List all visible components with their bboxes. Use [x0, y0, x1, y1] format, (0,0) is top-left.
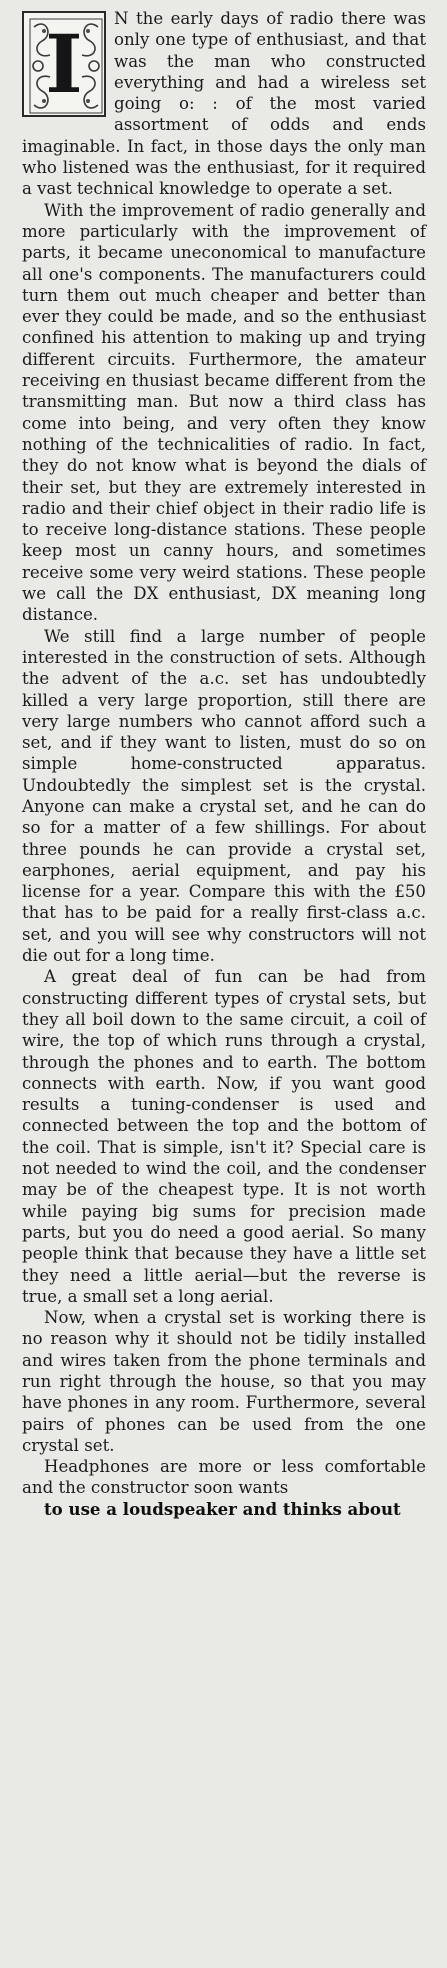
- paragraph-1-text: N the early days of radio there was only one type of enthusiast, and that was the man who constructed everything and had a wireless set going o: : of the most varied assortment of odds and ends imaginable. In fact, in those days the only man who listened was the enthusiast, for it required a vast technical knowledge to operate a set.: [22, 9, 426, 199]
- paragraph-1: [22, 8, 426, 200]
- ornamental-drop-cap: [22, 11, 106, 117]
- paragraph-2: With the improvement of radio generally and more particularly with the improvement of parts, it became uneconomical to manufacture all one's components. The manufacturers could turn them out much cheaper and better than ever they could be made, and so the enthusiast confined his attention to making up and trying different circuits. Furthermore, the amateur receiving en thusiast became different from the transmitting man. But now a third class has come into being, and very often they know nothing of the technicalities of radio. In fact, they do not know what is beyond the dials of their set, but they are extremely interested in radio and their chief object in their radio life is to receive long-distance stations. These people keep most un canny hours, and sometimes receive some very weird stations. These people we call the DX enthusiast, DX meaning long distance.: [22, 200, 426, 625]
- paragraph-7-continuation: to use a loudspeaker and thinks about: [44, 1498, 401, 1519]
- paragraph-6: Headphones are more or less comfortable and the constructor soon wants: [22, 1457, 426, 1498]
- article-column: [22, 8, 426, 1520]
- paragraph-3: We still find a large number of people interested in the construction of sets. Although the advent of the a.c. set has undoubtedly killed a very large proportion, still there are very large numbers who cannot afford such a set, and if they want to listen, must do so on simple home-constructed apparatus. Undoubtedly the simplest set is the crystal. Anyone can make a crystal set, and he can do so for a matter of a few shillings. For about three pounds he can provide a crystal set, earphones, aerial equipment, and pay his license for a year. Compare this with the £50 that has to be paid for a really first-class a.c. set, and you will see why constructors will not die out for a long time.: [22, 626, 426, 966]
- drop-cap-letter: I: [45, 17, 83, 111]
- paragraph-5: Now, when a crystal set is working there is no reason why it should not be tidily installed and wires taken from the phone terminals and run right through the house, so that you may have phones in any room. Furthermore, several pairs of phones can be used from the one crystal set.: [22, 1308, 426, 1455]
- paragraph-4: A great deal of fun can be had from constructing different types of crystal sets, but they all boil down to the same circuit, a coil of wire, the top of which runs through a crystal, through the phones and to earth. The bottom connects with earth. Now, if you want good results a tuning-condenser is used and connected between the top and the bottom of the coil. That is simple, isn't it? Special care is not needed to wind the coil, and the condenser may be of the cheapest type. It is not worth while paying big sums for precision made parts, but you do need a good aerial. So many people think that because they have a little set they need a little aerial—but the reverse is true, a small set a long aerial.: [22, 967, 426, 1306]
